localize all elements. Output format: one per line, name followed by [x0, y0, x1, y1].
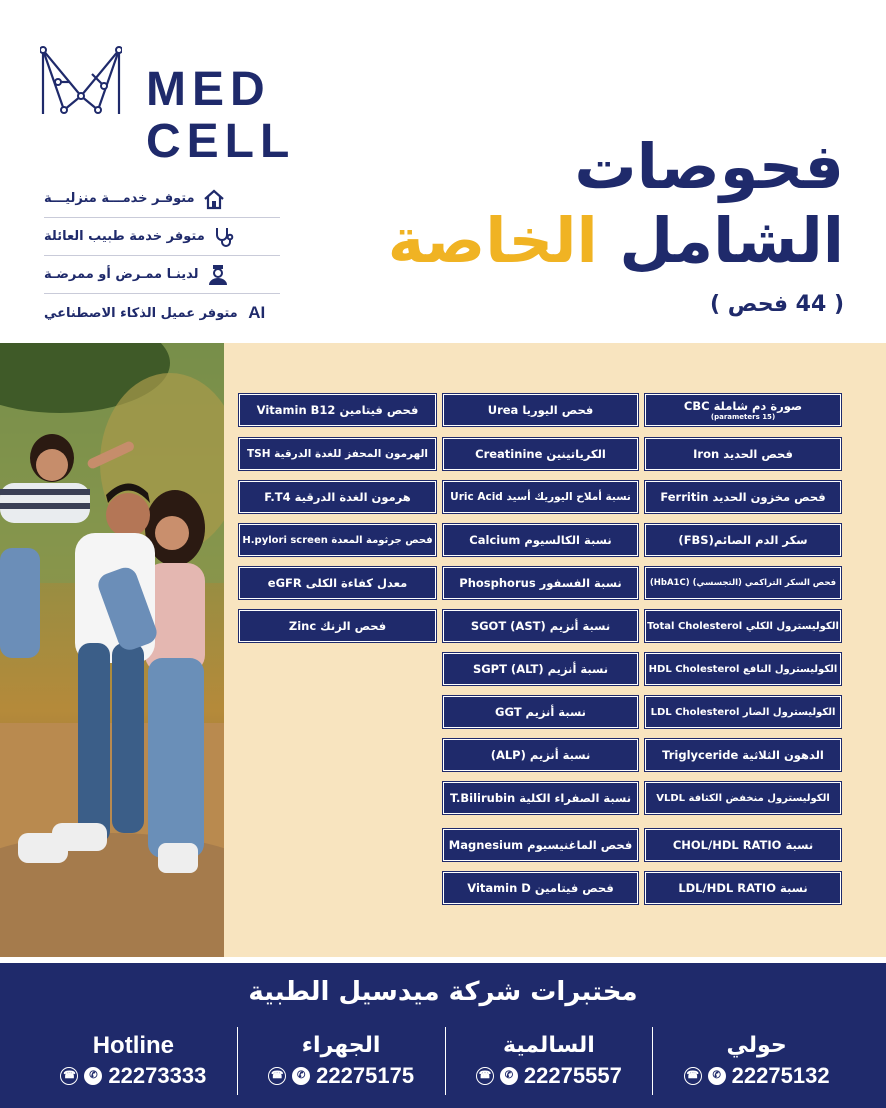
page-title [344, 130, 844, 317]
header [0, 0, 886, 343]
branch-name: Hotline [92, 1032, 175, 1059]
feature-text: متوفـر خدمـــة منزليـــة [44, 191, 195, 206]
branch-jahra [238, 1027, 446, 1095]
logo-mark-icon [40, 46, 122, 118]
test-magnesium: فحص الماغنيسيوم Magnesium [443, 829, 638, 861]
feature-ai-agent [44, 294, 280, 332]
phone-icon: ☎ [60, 1067, 78, 1085]
test-chol-hdl: نسبة CHOL/HDL RATIO [645, 829, 841, 861]
footer [0, 963, 886, 1108]
test-ggt: نسبة أنزيم GGT [443, 696, 638, 728]
test-alp: نسبة أنزيم (ALP) [443, 739, 638, 771]
feature-nurse [44, 256, 280, 294]
test-sgpt: نسبة أنزيم (SGPT (ALT [443, 653, 638, 685]
test-bilirubin: نسبة الصفراء الكلية T.Bilirubin [443, 782, 638, 814]
test-sgot: نسبة أنزيم (SGOT (AST [443, 610, 638, 642]
test-calcium: نسبة الكالسيوم Calcium [443, 524, 638, 556]
test-urea: فحص اليوريا Urea [443, 394, 638, 426]
stethoscope-icon [211, 224, 237, 250]
branch-phone[interactable]: ☎ ✆ 22275175 [268, 1061, 414, 1091]
test-total-cholesterol: الكوليسترول الكلي Total Cholesterol [645, 610, 841, 642]
feature-family-doctor [44, 218, 280, 256]
feature-text: لدينـا ممـرض أو ممرضـة [44, 267, 199, 282]
branch-name: حولي [726, 1033, 787, 1058]
test-creatinine: الكرياتينين Creatinine [443, 438, 638, 470]
test-uric-acid: نسبة أملاح اليوريك أسيد Uric Acid [443, 481, 638, 513]
branches-list [30, 1027, 860, 1095]
test-triglyceride: الدهون الثلاثية Triglyceride [645, 739, 841, 771]
test-vldl: الكوليسترول منخفض الكثافة VLDL [645, 782, 841, 814]
test-cbc: صورة دم شاملة CBC (15 parameters) [645, 394, 841, 426]
title-line-2 [344, 204, 844, 278]
feature-text: متوفر خدمة طبيب العائلة [44, 229, 205, 244]
whatsapp-icon: ✆ [292, 1067, 310, 1085]
test-phosphorus: نسبة الفسفور Phosphorus [443, 567, 638, 599]
whatsapp-icon: ✆ [708, 1067, 726, 1085]
family-illustration [0, 343, 224, 957]
test-ferritin: فحص مخزون الحديد Ferritin [645, 481, 841, 513]
logo-wordmark: MED CELL [146, 63, 296, 168]
footer-title: مختبرات شركة ميدسيل الطبية [248, 977, 638, 1007]
title-accent-word: الخاصة [387, 204, 598, 277]
title-line-1: فحوصات [574, 130, 844, 203]
phone-icon: ☎ [268, 1067, 286, 1085]
test-vitamin-d: فحص فيتامين Vitamin D [443, 872, 638, 904]
medcell-logo [40, 44, 296, 174]
nurse-icon [205, 262, 231, 288]
tests-count: ( 44 فحص ) [710, 292, 844, 317]
title-main-word: الشامل [619, 204, 844, 277]
branch-name: السالمية [502, 1033, 595, 1058]
test-ldl: الكوليسترول الضار LDL Cholesterol [645, 696, 841, 728]
test-hpylori: فحص جرثومة المعدة H.pylori screen [239, 524, 436, 556]
features-list [44, 180, 280, 332]
test-hdl: الكوليسترول النافع HDL Cholesterol [645, 653, 841, 685]
test-iron: فحص الحديد Iron [645, 438, 841, 470]
branch-hawalli [653, 1027, 860, 1095]
family-photo [0, 343, 224, 957]
test-hba1c: فحص السكر التراكمي (التجسسي) (HbA1C) [645, 567, 841, 599]
branch-salmiya [446, 1027, 654, 1095]
phone-icon: ☎ [684, 1067, 702, 1085]
branch-name: الجهراء [301, 1033, 381, 1058]
test-tsh: الهرمون المحفز للغدة الدرقية TSH [239, 438, 436, 470]
whatsapp-icon: ✆ [84, 1067, 102, 1085]
test-ft4: هرمون الغدة الدرقية F.T4 [239, 481, 436, 513]
branch-phone[interactable]: ☎ ✆ 22273333 [60, 1061, 206, 1091]
house-icon [201, 186, 227, 212]
whatsapp-icon: ✆ [500, 1067, 518, 1085]
tests-panel [224, 343, 886, 957]
test-zinc: فحص الزنك Zinc [239, 610, 436, 642]
test-ldl-hdl: نسبة LDL/HDL RATIO [645, 872, 841, 904]
branch-hotline [30, 1027, 238, 1095]
test-fbs: سكر الدم الصائم(FBS) [645, 524, 841, 556]
feature-text: متوفر عميل الذكاء الاصطناعي [44, 305, 238, 321]
test-egfr: معدل كفاءة الكلى eGFR [239, 567, 436, 599]
test-vitamin-b12: فحص فيتامين Vitamin B12 [239, 394, 436, 426]
branch-phone[interactable]: ☎ ✆ 22275557 [476, 1061, 622, 1091]
phone-icon: ☎ [476, 1067, 494, 1085]
branch-phone[interactable]: ☎ ✆ 22275132 [684, 1061, 830, 1091]
ai-sparkle-icon: AI [248, 303, 266, 322]
feature-home-service [44, 180, 280, 218]
